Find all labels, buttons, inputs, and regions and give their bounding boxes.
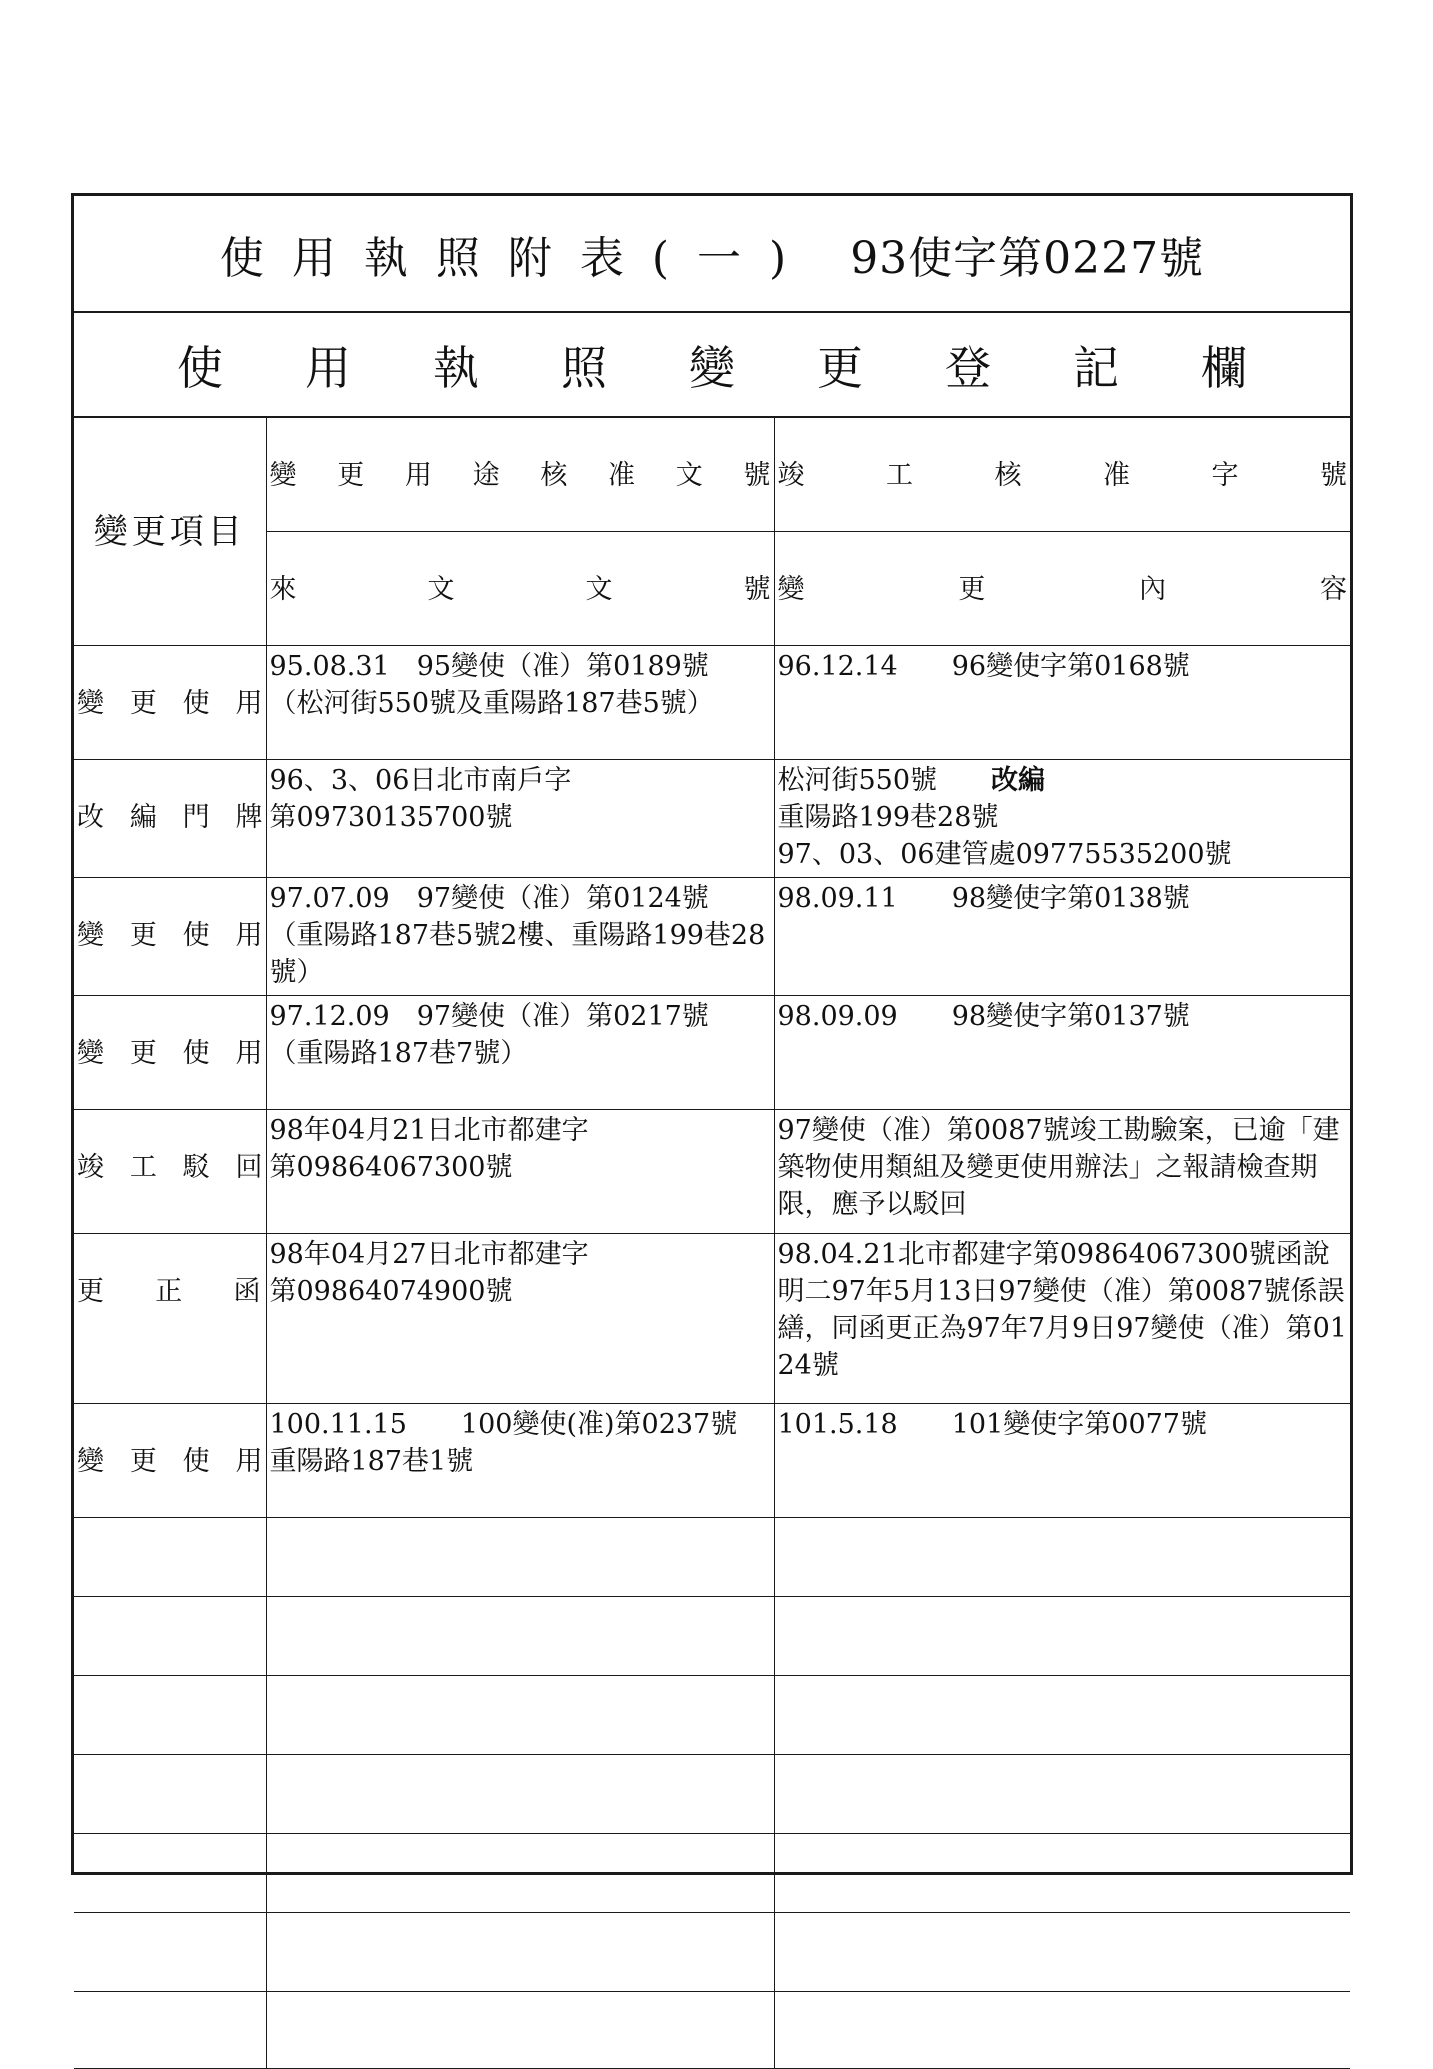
header-incoming-number: 來 文 文 號 <box>266 532 774 646</box>
table-row <box>74 760 1350 878</box>
empty-row <box>74 1518 1350 1597</box>
completion-number: 98.09.09 98變使字第0137號 <box>774 996 1350 1110</box>
change-item: 變 更 使 用 <box>74 646 266 760</box>
change-item: 更 正 函 <box>74 1234 266 1404</box>
header-change-item: 變更項目 <box>74 418 266 646</box>
completion-number: 98.09.11 98變使字第0138號 <box>774 878 1350 996</box>
empty-row <box>74 1913 1350 1992</box>
change-item: 變 更 使 用 <box>74 996 266 1110</box>
change-item: 竣 工 駁 回 <box>74 1110 266 1234</box>
header-completion-number: 竣 工 核 准 字 號 <box>774 418 1350 532</box>
approval-number: 96、3、06日北市南戶字 第09730135700號 <box>266 760 774 878</box>
table-row <box>74 1404 1350 1518</box>
header-row-bottom <box>74 532 1350 646</box>
completion-number: 96.12.14 96變使字第0168號 <box>774 646 1350 760</box>
change-item: 變 更 使 用 <box>74 878 266 996</box>
completion-number: 松河街550號 改編 重陽路199巷28號 97、03、06建管處09775535200號 <box>774 760 1350 878</box>
approval-number: 100.11.15 100變使(准)第0237號 重陽路187巷1號 <box>266 1404 774 1518</box>
empty-row <box>74 1834 1350 1913</box>
license-form <box>71 193 1353 1875</box>
table-row <box>74 1110 1350 1234</box>
empty-row <box>74 1676 1350 1755</box>
approval-number: 98年04月21日北市都建字 第09864067300號 <box>266 1110 774 1234</box>
completion-number: 98.04.21北市都建字第09864067300號函說明二97年5月13日97變使（准）第0087號係誤繕，同函更正為97年7月9日97變使（准）第0124號 <box>774 1234 1350 1404</box>
title-left: 使用執照附表(一) <box>219 232 815 284</box>
approval-number: 98年04月27日北市都建字 第09864074900號 <box>266 1234 774 1404</box>
change-item: 改 編 門 牌 <box>74 760 266 878</box>
document-title <box>74 196 1350 313</box>
change-item: 變 更 使 用 <box>74 1404 266 1518</box>
table-row <box>74 646 1350 760</box>
empty-row <box>74 1597 1350 1676</box>
section-heading <box>74 313 1350 418</box>
title-license-number: 93使字第0227號 <box>850 232 1205 284</box>
empty-row <box>74 1755 1350 1834</box>
header-row-top <box>74 418 1350 532</box>
approval-number: 97.12.09 97變使（准）第0217號 （重陽路187巷7號） <box>266 996 774 1110</box>
approval-number: 95.08.31 95變使（准）第0189號 （松河街550號及重陽路187巷5號） <box>266 646 774 760</box>
header-approval-number: 變 更 用 途 核 准 文 號 <box>266 418 774 532</box>
approval-number: 97.07.09 97變使（准）第0124號 （重陽路187巷5號2樓、重陽路199巷28號） <box>266 878 774 996</box>
section-heading-text: 使 用 執 照 變 更 登 記 欄 <box>177 340 1247 395</box>
table-row <box>74 996 1350 1110</box>
table-row <box>74 1234 1350 1404</box>
table-row <box>74 878 1350 996</box>
empty-row <box>74 1992 1350 2069</box>
completion-number: 101.5.18 101變使字第0077號 <box>774 1404 1350 1518</box>
completion-number: 97變使（准）第0087號竣工勘驗案，已逾「建築物使用類組及變更使用辦法」之報請檢查期限，應予以駁回 <box>774 1110 1350 1234</box>
header-change-content: 變 更 內 容 <box>774 532 1350 646</box>
change-record-table <box>74 418 1350 2069</box>
